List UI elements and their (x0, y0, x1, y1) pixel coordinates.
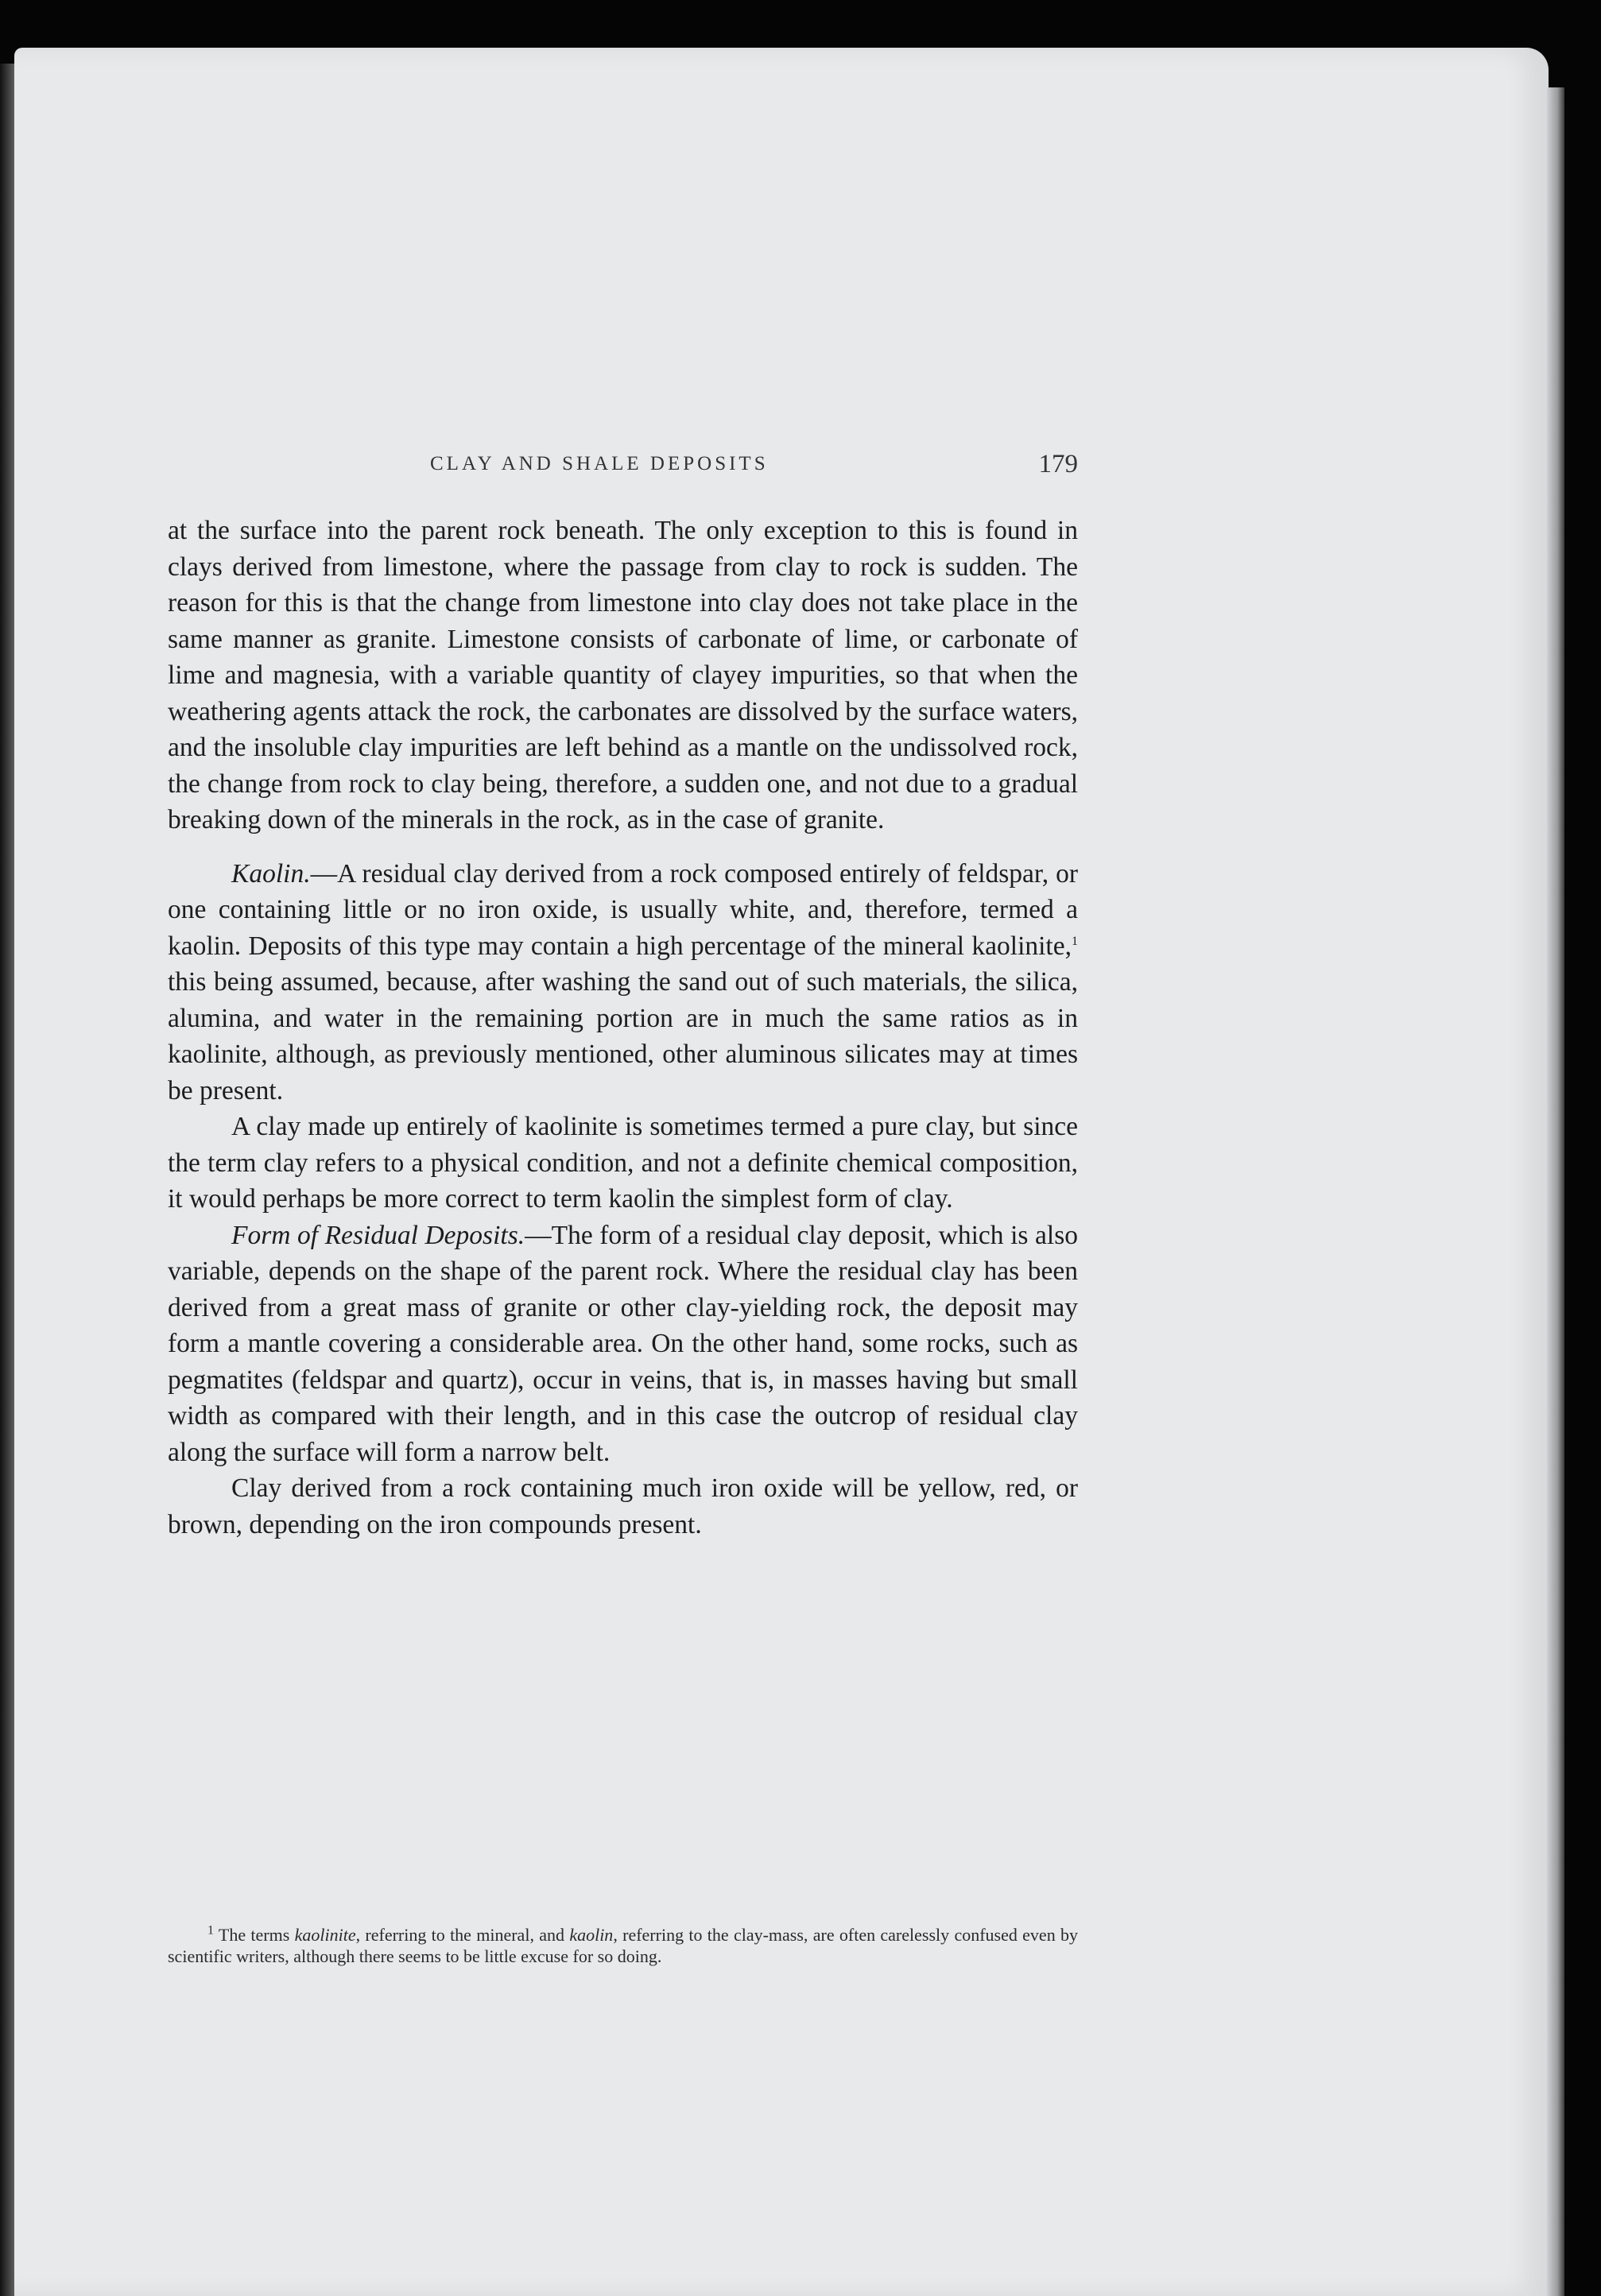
footnote (168, 1925, 1078, 1967)
kaolin-heading: Kaolin. (231, 858, 311, 889)
form-text: —The form of a residual clay deposit, which is also variable, depends on the shape of the parent rock. Where the residual clay has been derived from a great mass of granite or other clay-yielding rock, the deposit may form a mantle covering a considerable area. On the other hand, some rocks, such as pegmatites (feldspar and quartz), occur in veins, that is, in masses having but small width as compared with their length, and in this case the outcrop of residual clay along the surface will form a narrow belt. (168, 1220, 1078, 1467)
kaolin-text-a: —A residual clay derived from a rock composed entirely of feldspar, or one containing little or no iron oxide, is usually white, and, therefore, termed a kaolin. Deposits of this type may contain a high percentage of the mineral kaolinite, (168, 858, 1078, 961)
footnote-text-a: The terms (214, 1925, 295, 1945)
footnote-term-kaolin: kaolin (569, 1925, 614, 1945)
page-header (168, 450, 1078, 485)
book-page (14, 48, 1549, 2296)
paragraph-iron-oxide: Clay derived from a rock containing much iron oxide will be yellow, red, or brown, depending on the iron compounds present. (168, 1473, 1078, 1539)
footnote-term-kaolinite: kaolinite (294, 1925, 356, 1945)
kaolin-text-b: this being assumed, because, after washing the sand out of such materials, the silica, alumina, and water in the remaining portion are in much the same ratios as in kaolinite, although, as previously mentioned, other aluminous silicates may at times be present. (168, 967, 1078, 1105)
body-text (168, 513, 1078, 1543)
form-heading: Form of Residual Deposits. (231, 1220, 525, 1250)
paragraph-pure-clay: A clay made up entirely of kaolinite is sometimes termed a pure clay, but since the term clay refers to a physical condition, and not a definite chemical composition, it would perhaps be more correct to term kaolin the simplest form of clay. (168, 1112, 1078, 1214)
footnote-text-c: , referring to the clay-mass, are often carelessly confused even by scientific writers, although there seems to be little excuse for so doing. (168, 1925, 1078, 1966)
page-right-edge (1547, 87, 1564, 2296)
footnote-marker: 1 (207, 1923, 214, 1938)
footnote-text-b: , referring to the mineral, and (355, 1925, 570, 1945)
running-head: CLAY AND SHALE DEPOSITS (430, 453, 769, 474)
footnote-reference: 1 (1072, 934, 1078, 948)
paragraph-kaolin (168, 856, 1078, 1109)
paragraph-1: at the surface into the parent rock beneath. The only exception to this is found in clays derived from limestone, where the passage from clay to rock is sudden. The reason for this is that the change from limestone into clay does not take place in the same manner as granite. Limestone consists of carbonate of lime, or carbonate of lime and magnesia, with a variable quantity of clayey impurities, so that when the weathering agents attack the rock, the carbonates are dissolved by the surface waters, and the insoluble clay impurities are left behind as a mantle on the undissolved rock, the change from rock to clay being, therefore, a sudden one, and not due to a gradual breaking down of the minerals in the rock, as in the case of granite. (168, 516, 1078, 834)
paragraph-form (168, 1218, 1078, 1471)
page-left-edge (0, 64, 14, 2296)
page-number: 179 (1038, 450, 1078, 478)
